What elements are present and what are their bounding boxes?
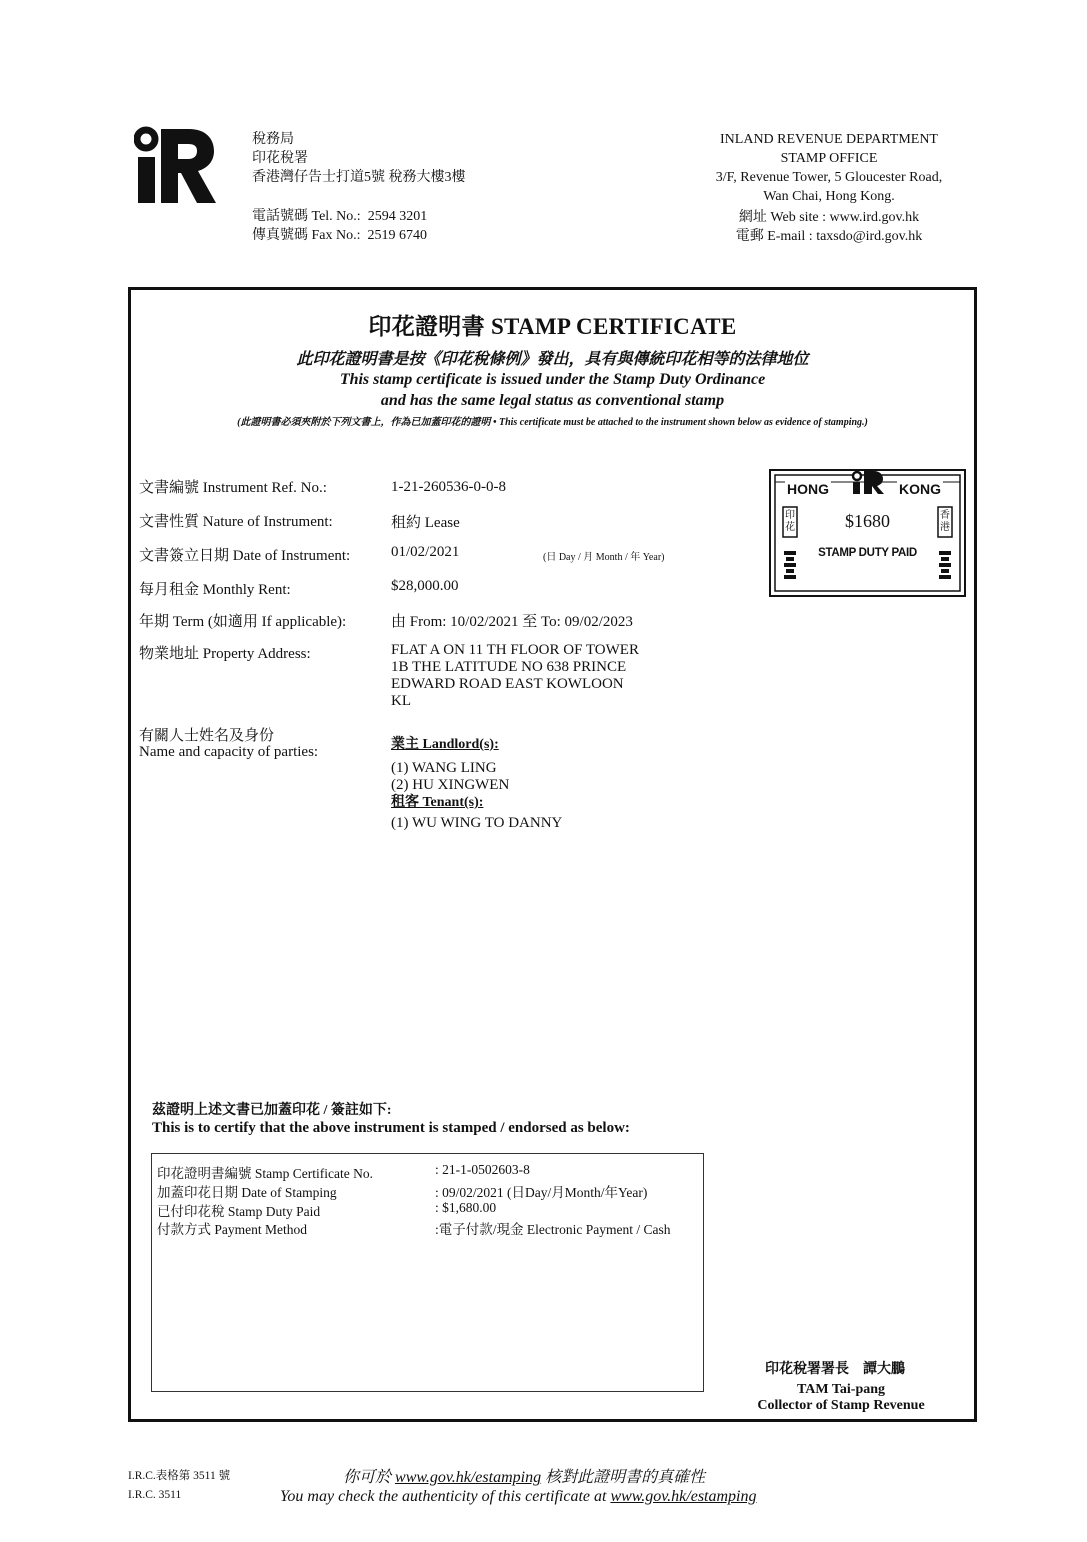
dept-name-cn: 稅務局	[252, 132, 294, 147]
form-number-cn: I.R.C.表格第 3511 號	[128, 1470, 231, 1482]
stamp-amount: $1680	[845, 511, 890, 531]
signatory-title-cn: 印花稅署署長 譚大鵬	[765, 1362, 905, 1377]
stamping-date-label: 加蓋印花日期 Date of Stamping	[157, 1185, 337, 1200]
nature-value: 租約 Lease	[391, 515, 460, 531]
duty-paid-value: : $1,680.00	[435, 1200, 497, 1215]
instrument-ref-value: 1-21-260536-0-0-8	[391, 479, 506, 495]
term-value: 由 From: 10/02/2021 至 To: 09/02/2023	[391, 614, 633, 630]
subtitle-en-line1: This stamp certificate is issued under the Stamp Duty Ordinance	[339, 371, 766, 388]
property-address-value	[391, 642, 639, 710]
tel-number: 2594 3201	[367, 209, 428, 224]
ird-logo	[134, 125, 218, 205]
header-right-block	[699, 130, 959, 246]
duty-paid-label: 已付印花稅 Stamp Duty Paid	[157, 1204, 321, 1219]
fax-number: 2519 6740	[367, 228, 427, 243]
attachment-note-cn: (此證明書必須夾附於下列文書上，作為已加蓋印花的證明 •	[237, 417, 499, 428]
subtitle-cn: 此印花證明書是按《印花稅條例》發出，具有與傳統印花相等的法律地位	[296, 351, 809, 368]
date-label: 文書簽立日期 Date of Instrument:	[139, 548, 351, 564]
rent-label: 每月租金 Monthly Rent:	[139, 582, 291, 598]
website[interactable]: 網址 Web site : www.ird.gov.hk	[738, 210, 920, 225]
nature-label: 文書性質 Nature of Instrument:	[139, 514, 333, 530]
landlord-entry: (2) HU XINGWEN	[391, 777, 510, 793]
stamp-word-kong: KONG	[899, 481, 941, 497]
estamping-link[interactable]: www.gov.hk/estamping	[395, 1469, 542, 1486]
verify-cn-suffix: 核對此證明書的真確性	[541, 1469, 706, 1486]
verify-cn-prefix: 你可於	[343, 1469, 396, 1486]
signatory-title-en: Collector of Stamp Revenue	[757, 1398, 925, 1413]
tel-label: 電話號碼 Tel. No.:	[252, 209, 361, 224]
stamp-tag-right: 香港	[940, 510, 950, 533]
stamp-cert-no-label: 印花證明書編號 Stamp Certificate No.	[157, 1166, 373, 1181]
payment-method-value: :電子付款/現金 Electronic Payment / Cash	[435, 1222, 671, 1237]
certificate-title: 印花證明書 STAMP CERTIFICATE	[368, 314, 737, 339]
stamp-tag-left: 印花	[785, 510, 795, 533]
parties-label-en: Name and capacity of parties:	[139, 744, 319, 760]
parties-label-cn: 有關人士姓名及身份	[139, 728, 275, 744]
rent-value: $28,000.00	[391, 578, 459, 594]
address-line: KL	[391, 693, 411, 709]
address-en-line1: 3/F, Revenue Tower, 5 Gloucester Road,	[715, 170, 943, 185]
estamping-link[interactable]: www.gov.hk/estamping	[610, 1488, 757, 1505]
certify-statement-en: This is to certify that the above instrument is stamped / endorsed as below:	[152, 1120, 630, 1136]
fax-label: 傳真號碼 Fax No.:	[252, 228, 361, 243]
verify-note-en	[280, 1488, 757, 1506]
parties-list	[391, 736, 562, 832]
address-line: FLAT A ON 11 TH FLOOR OF TOWER	[391, 642, 639, 658]
property-address-label: 物業地址 Property Address:	[139, 646, 311, 662]
certify-statement-cn: 茲證明上述文書已加蓋印花 / 簽註如下:	[152, 1103, 392, 1118]
verify-note-cn	[343, 1464, 705, 1487]
verify-en-prefix: You may check the authenticity of this certificate at	[280, 1488, 611, 1505]
attachment-note-en: This certificate must be attached to the instrument shown below as evidence of stamping.)	[498, 417, 868, 428]
stamp-cert-no-value: : 21-1-0502603-8	[435, 1162, 530, 1177]
term-label: 年期 Term (如適用 If applicable):	[139, 614, 347, 630]
attachment-note	[130, 413, 975, 428]
office-name-en: STAMP OFFICE	[780, 151, 878, 166]
stamp-word-hong: HONG	[787, 481, 829, 497]
tenant-heading: 租客 Tenant(s):	[391, 795, 484, 810]
instrument-ref-label: 文書編號 Instrument Ref. No.:	[139, 480, 327, 496]
office-name-cn: 印花稅署	[252, 151, 308, 166]
email[interactable]: 電郵 E-mail : taxsdo@ird.gov.hk	[735, 229, 923, 244]
tenant-entry: (1) WU WING TO DANNY	[391, 815, 563, 831]
landlord-entry: (1) WANG LING	[391, 760, 497, 776]
payment-method-label: 付款方式 Payment Method	[157, 1222, 307, 1237]
address-cn: 香港灣仔告士打道5號 稅務大樓3樓	[252, 170, 466, 185]
date-value: 01/02/2021	[391, 544, 460, 560]
signatory-name: TAM Tai-pang	[796, 1382, 886, 1397]
stamp-caption: STAMP DUTY PAID	[818, 547, 917, 559]
address-line: EDWARD ROAD EAST KOWLOON	[391, 676, 624, 692]
address-line: 1B THE LATITUDE NO 638 PRINCE	[391, 659, 627, 675]
header-left-block	[252, 130, 466, 187]
stamping-date-value: : 09/02/2021 (日Day/月Month/年Year)	[435, 1185, 648, 1200]
address-en-line2: Wan Chai, Hong Kong.	[763, 189, 895, 204]
subtitle-en-line2: and has the same legal status as conventional stamp	[380, 392, 725, 409]
header-contact-block	[252, 207, 427, 245]
form-number-en: I.R.C. 3511	[128, 1489, 182, 1501]
landlord-heading: 業主 Landlord(s):	[391, 737, 499, 752]
dept-name-en: INLAND REVENUE DEPARTMENT	[720, 132, 938, 147]
date-format-hint: (日 Day / 月 Month / 年 Year)	[543, 552, 665, 563]
parties-label	[139, 728, 318, 760]
stamp-duty-seal	[769, 469, 966, 597]
